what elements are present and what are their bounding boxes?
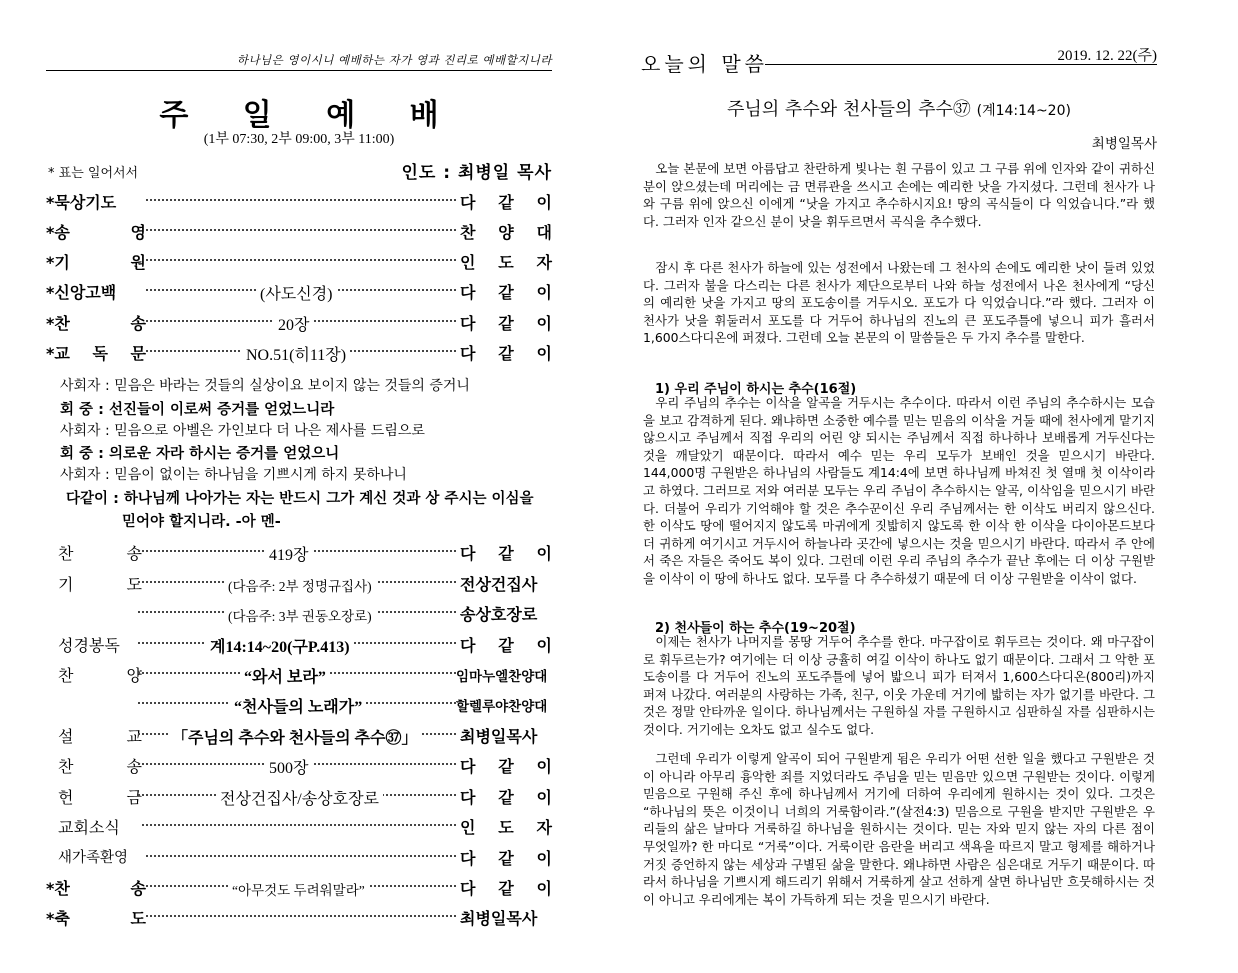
order-label: *교 독 문 [46, 344, 146, 363]
order-label: 찬 송 [58, 757, 142, 776]
order-person: 최병일목사 [460, 727, 538, 746]
standing-note: * 표는 일어서서 [48, 166, 139, 181]
sermon-reference: (계14:14~20) [976, 103, 1071, 119]
leader-dots [146, 911, 456, 917]
order-item [46, 308, 552, 336]
order-person: 전상건집사 [460, 575, 538, 594]
order-item [46, 599, 552, 627]
date: 2019. 12. 22(주) [1057, 48, 1157, 64]
divider [46, 70, 552, 71]
order-person: 최병일목사 [460, 909, 538, 928]
sermon-author: 최병일목사 [1091, 136, 1157, 152]
leader-dots [146, 195, 456, 201]
order-item [46, 247, 552, 275]
divider [765, 64, 1157, 65]
order-item [46, 721, 552, 749]
sermon-page [641, 0, 1157, 973]
order-label: 기 도 [58, 575, 142, 594]
order-item [46, 338, 552, 366]
sermon-paragraph: 잠시 후 다른 천사가 하늘에 있는 성전에서 나왔는데 그 천사의 손에도 예리한 낫이 들려 있었다. 그러자 불을 다스리는 다른 천사가 제단으로부터 나와 하늘 성전에서 나온 천사에게 “당신의 예리한 낫을 가지고 땅의 포도송이를 거두시오. 포도가 다 익었습니다.”라 했다. 그러자 이 천사가 낫을 휘둘러서 포도를 다 거두어 하나님의 진노의 큰 포도주틀에 넣으니 피가 흘러서 1,600스다디온에 퍼졌다. 그런데 오늘 본문의 이 말씀들은 두 가지 추수를 말한다. [643, 260, 1155, 346]
worship-order-page [46, 0, 552, 973]
order-person: 인 도 자 [460, 253, 552, 272]
order-label: 성경봉독 [58, 636, 120, 655]
motto: 하나님은 영이시니 예배하는 자가 영과 진리로 예배할지니라 [236, 53, 552, 67]
order-detail: 전상건집사/송상호장로 [216, 786, 383, 809]
leader-dots [142, 820, 456, 826]
order-person: 다 같 이 [460, 283, 552, 302]
order-label: *묵상기도 [46, 193, 117, 212]
order-item [46, 843, 552, 871]
order-item [46, 782, 552, 810]
order-detail: 419장 [265, 542, 312, 565]
order-item [46, 569, 552, 597]
order-person: 임마누엘찬양대 [456, 669, 548, 685]
order-person: 다 같 이 [460, 757, 552, 776]
order-label: *찬 송 [46, 314, 146, 333]
service-times: (1부 07:30, 2부 09:00, 3부 11:00) [203, 132, 395, 147]
order-item [46, 690, 552, 718]
order-detail: “와서 보라” [240, 664, 330, 687]
worship-leader: 인도 : 최병일 목사 [401, 163, 552, 183]
order-detail: (사도신경) [256, 281, 336, 304]
order-person: 다 같 이 [460, 544, 552, 563]
order-label: 설 교 [58, 727, 142, 746]
order-label: *기 원 [46, 253, 146, 272]
order-item [46, 538, 552, 566]
responsive-line: 사회자 : 믿음으로 아벨은 가인보다 더 나은 제사를 드림으로 [60, 423, 425, 439]
order-label: 헌 금 [58, 788, 142, 807]
sermon-subheading: 1) 우리 주님이 하시는 추수(16절) [655, 382, 857, 397]
order-label: 새가족환영 [58, 850, 129, 866]
leader-dots [146, 255, 456, 261]
order-item [46, 873, 552, 901]
leader-dots [146, 851, 456, 857]
sermon-paragraph: 오늘 본문에 보면 아름답고 찬란하게 빛나는 흰 구름이 있고 그 구름 위에 인자와 같이 귀하신 분이 앉으셨는데 머리에는 금 면류관을 쓰시고 손에는 예리한 낫을 가지셨다. 그런데 천사가 나와 구름 위에 앉으신 이에게 “낫을 가지고 추수하시지요! 땅의 곡식들이 다 익었습니다.”라 했다. 그러자 인자 같으신 분이 낫을 휘두르면서 곡식을 추수했다. [643, 161, 1155, 229]
page-title: 주 일 예 배 [159, 98, 461, 133]
order-person: 송상호장로 [460, 605, 538, 624]
order-detail: 「주님의 추수와 천사들의 추수㊲」 [168, 725, 421, 748]
order-item [46, 187, 552, 215]
responsive-line: 믿어야 할지니라. -아 멘- [122, 514, 281, 530]
sermon-paragraph: 우리 주님의 추수는 이삭을 알곡을 거두시는 추수이다. 따라서 이런 주님의 추수하시는 모습을 보고 감격하게 된다. 왜냐하면 소중한 예수를 믿는 믿음의 이삭을 거둘 때에 천사에게 맡기지 않으시고 주님께서 직접 우리의 어린 양 되시는 주님께서 직접 하나하나 보배롭게 거두신다는 것을 깨달았기 때문이다. 따라서 예수 믿는 우리 모두가 보배인 것을 믿으시기 바란다. 144,000명 구원받은 하나님의 사람들도 계14:4에 보면 하나님께 바쳐진 첫 열매 첫 이삭이라고 하였다. 그러므로 저와 여러분 모두는 우리 주님이 추수하시는 알곡, 이삭임을 믿으시기 바란다. 더불어 우리가 기억해야 할 것은 추수꾼이신 우리 주님께서는 한 이삭도 버리지 않으신다. 한 이삭도 땅에 떨어지지 않도록 마귀에게 짓밟히지 않도록 한 이삭 한 이삭을 다이아몬드보다 더 귀하게 여기시고 거두시어 하늘나라 곳간에 넣으시는 것을 믿으시기 바란다. 따라서 주 안에서 죽은 자들은 죽어도 복이 있다. 그런데 이런 우리 주님의 추수가 끝난 후에는 더 이상 구원받을 이삭이 이 땅에 하나도 없다. 모두를 다 추수하셨기 때문에 더 이상 구원받을 이삭이 없다. [643, 395, 1155, 586]
order-person: 할렐루야찬양대 [456, 699, 548, 715]
order-person: 다 같 이 [460, 788, 552, 807]
order-detail: “천사들의 노래가” [230, 694, 366, 717]
order-person: 다 같 이 [460, 636, 552, 655]
order-label: *축 도 [46, 909, 146, 928]
order-detail: (다음주: 2부 정명규집사) [224, 575, 376, 595]
responsive-line: 다같이 : 하나님께 나아가는 자는 반드시 그가 계신 것과 상 주시는 이심을 [66, 491, 534, 507]
order-item [46, 751, 552, 779]
order-label: *신앙고백 [46, 283, 117, 302]
order-item [46, 812, 552, 840]
order-detail: (다음주: 3부 권동오장로) [224, 605, 376, 625]
sermon-title-text: 주님의 추수와 천사들의 추수㊲ [727, 99, 971, 120]
order-detail: 20장 [274, 312, 313, 335]
order-item [46, 630, 552, 658]
sermon-subheading: 2) 천사들이 하는 추수(19~20절) [655, 621, 856, 636]
responsive-line: 회 중 : 의로운 자라 하시는 증거를 얻었으니 [60, 446, 340, 462]
order-detail: 계14:14~20(구P.413) [206, 634, 354, 657]
order-label: 찬 송 [58, 544, 142, 563]
responsive-line: 사회자 : 믿음은 바라는 것들의 실상이요 보이지 않는 것들의 증거니 [60, 378, 470, 394]
section-header: 오늘의 말씀 [641, 52, 768, 76]
order-person: 다 같 이 [460, 344, 552, 363]
order-item [46, 903, 552, 931]
order-person: 다 같 이 [460, 879, 552, 898]
order-detail: 500장 [265, 755, 312, 778]
order-detail: “아무것도 두려워말라” [228, 879, 369, 899]
order-item [46, 277, 552, 305]
order-item [46, 660, 552, 688]
responsive-line: 회 중 : 선진들이 이로써 증거를 얻었느니라 [60, 402, 335, 418]
order-item [46, 217, 552, 245]
order-person: 찬 양 대 [460, 223, 552, 242]
order-detail: NO.51(히11장) [242, 342, 350, 365]
order-person: 인 도 자 [460, 818, 552, 837]
order-person: 다 같 이 [460, 193, 552, 212]
order-label: 찬 양 [58, 666, 142, 685]
order-person: 다 같 이 [460, 849, 552, 868]
sermon-title [641, 95, 1157, 121]
responsive-line: 사회자 : 믿음이 없이는 하나님을 기쁘시게 하지 못하나니 [60, 467, 407, 483]
order-label: *송 영 [46, 223, 146, 242]
leader-dots [146, 225, 456, 231]
order-person: 다 같 이 [460, 314, 552, 333]
order-label: *찬 송 [46, 879, 146, 898]
order-label: 교회소식 [58, 818, 120, 837]
sermon-paragraph: 그런데 우리가 이렇게 알곡이 되어 구원받게 됨은 우리가 어떤 선한 일을 했다고 구원받은 것이 아니라 아무리 흉악한 죄를 지었더라도 주님을 믿는 믿음만 있으면 구원받는 것이다. 이렇게 믿음으로 구원해 주신 후에 하나님께서 거기에 더하여 우리에게 원하시는 것이 있다. 그것은 “하나님의 뜻은 이것이니 너희의 거룩함이라.”(살전4:3) 믿음으로 구원을 받지만 구원받은 우리들의 삶은 날마다 거룩하길 하나님을 원하시는 것이다. 믿는 자와 믿지 않는 자의 다른 점이 무엇일까? 한 마디로 “거룩”이다. 거룩이란 음란을 버리고 색욕을 따르지 말고 형제를 해하거나 거짓 증언하지 않는 세상과 구별된 삶을 말한다. 왜냐하면 사람은 심은대로 거두기 때문이다. 따라서 하나님을 기쁘시게 해드리기 위해서 거룩하게 살고 선하게 살면 하나님만 흐뭇해하시는 것이 아니고 우리에게는 복이 가득하게 되는 것을 믿으시기 바란다. [643, 751, 1155, 907]
sermon-paragraph: 이제는 천사가 나머지를 몽땅 거두어 추수를 한다. 마구잡이로 휘두르는 것이다. 왜 마구잡이로 휘두르는가? 여기에는 더 이상 긍휼히 여길 이삭이 하나도 없기 때문이다. 그래서 그 악한 포도송이를 다 거두어 진노의 포도주틀에 넣어 밟으니 피가 터져서 1,600스다디온(800리)까지 퍼져 나갔다. 여러분의 사랑하는 가족, 친구, 이웃 가운데 거기에 밟히는 자가 없기를 바란다. 그것은 정말 안타까운 일이다. 하나님께서는 구원하실 자를 구원하시고 심판하실 자를 심판하시는 것이다. 거기에는 오차도 없고 실수도 없다. [643, 634, 1155, 737]
